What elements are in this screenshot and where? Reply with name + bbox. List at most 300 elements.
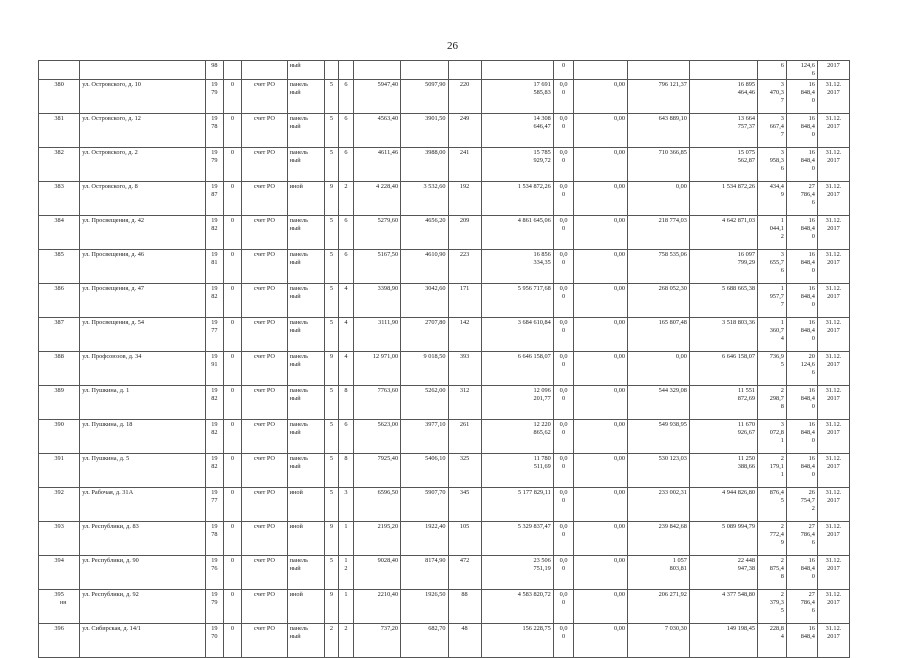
table-cell: 5	[324, 386, 338, 420]
table-cell: 22 448 947,38	[689, 556, 757, 590]
table-cell: 31.12. 2017	[817, 318, 849, 352]
table-cell: 6	[339, 216, 353, 250]
table-cell: 0,00	[574, 284, 628, 318]
table-cell: счет РО	[242, 216, 287, 250]
table-cell: 5	[324, 284, 338, 318]
table-cell: 3111,90	[353, 318, 400, 352]
housing-table	[38, 60, 850, 658]
table-cell: 0,0 0	[553, 556, 574, 590]
table-cell: иной	[287, 182, 324, 216]
table-cell: 380	[39, 80, 80, 114]
table-cell: 12 971,00	[353, 352, 400, 386]
table-cell: 0,0 0	[553, 352, 574, 386]
table-row	[39, 250, 850, 284]
table-row	[39, 80, 850, 114]
table-cell: 5623,00	[353, 420, 400, 454]
table-cell: 5907,70	[401, 488, 448, 522]
table-cell: 0	[223, 624, 242, 658]
table-cell: 12 220 865,62	[481, 420, 553, 454]
table-cell: 4 583 820,72	[481, 590, 553, 624]
table-cell: 0,00	[574, 624, 628, 658]
table-cell: 7763,60	[353, 386, 400, 420]
table-row	[39, 114, 850, 148]
table-cell	[448, 61, 481, 80]
table-cell	[242, 61, 287, 80]
table-cell: 31.12. 2017	[817, 352, 849, 386]
table-cell: 0,0 0	[553, 488, 574, 522]
table-cell: 4 228,40	[353, 182, 400, 216]
table-cell: 1 044,1 2	[758, 216, 787, 250]
table-body	[39, 61, 850, 658]
table-cell: 6	[339, 250, 353, 284]
table-cell: панель ный	[287, 114, 324, 148]
table-cell: 876,4 5	[758, 488, 787, 522]
table-cell: 6596,50	[353, 488, 400, 522]
table-cell: 3 072,8 1	[758, 420, 787, 454]
table-cell: счет РО	[242, 556, 287, 590]
table-cell: 98	[206, 61, 224, 80]
table-cell: 19 78	[206, 114, 224, 148]
table-cell: 6 646 158,07	[481, 352, 553, 386]
table-cell: 0	[223, 556, 242, 590]
table-cell: 1	[339, 522, 353, 556]
table-cell: 5	[324, 488, 338, 522]
table-cell: 11 780 511,69	[481, 454, 553, 488]
table-cell: 16 848,4 0	[786, 114, 817, 148]
table-row	[39, 624, 850, 658]
table-cell: ул. Пушкина, д. 1	[80, 386, 206, 420]
table-cell: 0	[223, 80, 242, 114]
table-cell: счет РО	[242, 80, 287, 114]
table-cell: 710 366,85	[628, 148, 690, 182]
table-cell: 3988,00	[401, 148, 448, 182]
table-cell: 389	[39, 386, 80, 420]
table-cell: 11 670 926,67	[689, 420, 757, 454]
table-cell: панель ный	[287, 556, 324, 590]
table-cell: ул. Островского, д. 12	[80, 114, 206, 148]
table-cell: 530 123,03	[628, 454, 690, 488]
table-cell: 0,0 0	[553, 80, 574, 114]
table-cell: 2 298,7 8	[758, 386, 787, 420]
table-cell: 31.12. 2017	[817, 590, 849, 624]
table-cell: ул. Островского, д. 2	[80, 148, 206, 182]
table-cell: 19 82	[206, 386, 224, 420]
table-cell: 0,00	[574, 318, 628, 352]
table-cell: 4 377 548,80	[689, 590, 757, 624]
table-cell: 4611,46	[353, 148, 400, 182]
table-cell: 16 848,4 0	[786, 250, 817, 284]
table-cell: 391	[39, 454, 80, 488]
table-cell: счет РО	[242, 488, 287, 522]
table-cell: 2 772,4 9	[758, 522, 787, 556]
table-cell: 5	[324, 318, 338, 352]
table-cell: 268 052,30	[628, 284, 690, 318]
table-cell: 0,00	[628, 352, 690, 386]
table-cell: 218 774,03	[628, 216, 690, 250]
table-cell: 0,0 0	[553, 284, 574, 318]
table-cell: 31.12. 2017	[817, 182, 849, 216]
table-cell: 31.12. 2017	[817, 114, 849, 148]
table-cell: 220	[448, 80, 481, 114]
table-cell: 16 848,4	[786, 624, 817, 658]
table-cell: 0,00	[574, 80, 628, 114]
table-cell: 7 030,30	[628, 624, 690, 658]
table-cell: 27 786,4 6	[786, 522, 817, 556]
table-cell: 8	[339, 454, 353, 488]
table-cell: 0,0 0	[553, 454, 574, 488]
table-cell: ул. Профсоюзов, д. 34	[80, 352, 206, 386]
table-cell: 9	[324, 182, 338, 216]
table-cell: 0,0 0	[553, 148, 574, 182]
table-cell: 0	[223, 216, 242, 250]
table-row	[39, 488, 850, 522]
table-cell: ул. Республики, д. 83	[80, 522, 206, 556]
table-cell: 149 198,45	[689, 624, 757, 658]
table-cell: 434,4 9	[758, 182, 787, 216]
table-cell: 396	[39, 624, 80, 658]
table-cell: 0,00	[574, 114, 628, 148]
table-cell: 5	[324, 80, 338, 114]
table-cell: 12 096 201,77	[481, 386, 553, 420]
table-cell: ул. Просвещения, д. 46	[80, 250, 206, 284]
table-cell: 31.12. 2017	[817, 148, 849, 182]
table-cell: 6	[339, 80, 353, 114]
table-cell: 737,20	[353, 624, 400, 658]
table-cell: 2 179,1 1	[758, 454, 787, 488]
table-cell: иной	[287, 590, 324, 624]
table-cell	[401, 61, 448, 80]
table-cell: 390	[39, 420, 80, 454]
table-cell: 682,70	[401, 624, 448, 658]
table-cell: 0,0 0	[553, 624, 574, 658]
table-cell: 2	[339, 182, 353, 216]
table-cell	[80, 61, 206, 80]
table-cell: 2195,20	[353, 522, 400, 556]
table-cell	[628, 61, 690, 80]
table-cell: 239 842,68	[628, 522, 690, 556]
table-cell: ул. Просвещения, д. 42	[80, 216, 206, 250]
table-cell: счет РО	[242, 182, 287, 216]
table-cell: 0	[223, 148, 242, 182]
table-cell: 171	[448, 284, 481, 318]
table-cell: 9	[324, 352, 338, 386]
table-cell: панель ный	[287, 250, 324, 284]
table-cell: 5 089 994,79	[689, 522, 757, 556]
table-cell: 5 177 829,11	[481, 488, 553, 522]
table-cell: 0,00	[574, 454, 628, 488]
table-cell: ул. Республики, д. 90	[80, 556, 206, 590]
table-cell: 19 82	[206, 420, 224, 454]
table-cell: счет РО	[242, 590, 287, 624]
table-cell: панель ный	[287, 148, 324, 182]
table-cell: 31.12. 2017	[817, 216, 849, 250]
table-cell: 9 018,50	[401, 352, 448, 386]
table-cell: счет РО	[242, 624, 287, 658]
table-cell: 312	[448, 386, 481, 420]
table-row	[39, 318, 850, 352]
table-cell: 3977,10	[401, 420, 448, 454]
table-cell: 393	[39, 522, 80, 556]
table-row	[39, 556, 850, 590]
table-row	[39, 216, 850, 250]
table-cell: 2210,40	[353, 590, 400, 624]
table-cell: 1926,50	[401, 590, 448, 624]
table-cell	[689, 61, 757, 80]
table-cell: 1 360,7 4	[758, 318, 787, 352]
table-cell: 31.12. 2017	[817, 624, 849, 658]
table-cell: 5 329 837,47	[481, 522, 553, 556]
table-cell: 3 958,3 6	[758, 148, 787, 182]
table-row	[39, 284, 850, 318]
table-cell: 643 889,10	[628, 114, 690, 148]
table-cell: 0	[223, 386, 242, 420]
table-cell: 233 002,31	[628, 488, 690, 522]
table-cell: 3398,90	[353, 284, 400, 318]
table-cell: 5	[324, 250, 338, 284]
table-cell: 16 848,4 0	[786, 454, 817, 488]
table-cell: 5	[324, 114, 338, 148]
table-cell: 31.12. 2017	[817, 556, 849, 590]
table-cell: 385	[39, 250, 80, 284]
table-cell: 2707,80	[401, 318, 448, 352]
table-cell: 382	[39, 148, 80, 182]
table-cell: 19 77	[206, 488, 224, 522]
table-cell: 6	[339, 114, 353, 148]
table-cell: 0,0 0	[553, 386, 574, 420]
table-cell: 5947,40	[353, 80, 400, 114]
table-cell: 228,8 4	[758, 624, 787, 658]
table-cell: ный	[287, 61, 324, 80]
table-cell: 11 551 872,69	[689, 386, 757, 420]
table-cell: 223	[448, 250, 481, 284]
table-cell: панель ный	[287, 420, 324, 454]
footer-mark: нн	[60, 600, 67, 606]
table-cell: 381	[39, 114, 80, 148]
table-cell: 16 097 799,29	[689, 250, 757, 284]
table-cell: 3 684 610,84	[481, 318, 553, 352]
table-cell: 20 124,6 6	[786, 352, 817, 386]
table-cell: 9	[324, 590, 338, 624]
table-row	[39, 182, 850, 216]
table-row-continued	[39, 61, 850, 80]
table-cell: 209	[448, 216, 481, 250]
table-cell: 16 848,4 0	[786, 216, 817, 250]
table-cell: 19 78	[206, 522, 224, 556]
table-cell: 5 956 717,68	[481, 284, 553, 318]
table-cell: 5	[324, 420, 338, 454]
table-cell: 6	[339, 148, 353, 182]
table-cell: 11 250 388,66	[689, 454, 757, 488]
table-cell: 16 848,4 0	[786, 284, 817, 318]
table-cell: ул. Республики, д. 92	[80, 590, 206, 624]
table-cell: 27 786,4 6	[786, 182, 817, 216]
table-cell: 3901,50	[401, 114, 448, 148]
table-cell: 549 938,95	[628, 420, 690, 454]
table-cell: 16 856 334,35	[481, 250, 553, 284]
table-cell: 0	[223, 318, 242, 352]
table-cell: 736,9 5	[758, 352, 787, 386]
table-cell: 0,00	[574, 590, 628, 624]
table-cell: 4	[339, 352, 353, 386]
table-cell: 8	[339, 386, 353, 420]
table-cell: 0	[553, 61, 574, 80]
table-cell: 758 535,06	[628, 250, 690, 284]
table-cell: 6	[758, 61, 787, 80]
table-cell: 31.12. 2017	[817, 488, 849, 522]
table-cell: 16 848,4 0	[786, 80, 817, 114]
table-cell: 31.12. 2017	[817, 386, 849, 420]
table-cell: 16 848,4 0	[786, 556, 817, 590]
table-cell: 5167,50	[353, 250, 400, 284]
table-cell: 15 075 562,87	[689, 148, 757, 182]
table-cell: иной	[287, 522, 324, 556]
table-cell: ул. Островского, д. 8	[80, 182, 206, 216]
table-cell: 0,00	[574, 488, 628, 522]
table-cell: 0,00	[574, 148, 628, 182]
table-cell	[223, 61, 242, 80]
table-cell: 4	[339, 284, 353, 318]
table-cell: 15 785 929,72	[481, 148, 553, 182]
table-cell: 384	[39, 216, 80, 250]
table-cell: 2	[324, 624, 338, 658]
table-cell: 3 518 803,36	[689, 318, 757, 352]
table-cell: 0,0 0	[553, 420, 574, 454]
table-cell: 1 057 803,81	[628, 556, 690, 590]
table-cell: 19 77	[206, 318, 224, 352]
table-cell: 0,0 0	[553, 216, 574, 250]
table-cell: 9028,40	[353, 556, 400, 590]
table-cell: счет РО	[242, 386, 287, 420]
table-cell: 31.12. 2017	[817, 522, 849, 556]
table-cell: 16 848,4 0	[786, 148, 817, 182]
table-cell: 19 70	[206, 624, 224, 658]
table-cell: 19 76	[206, 556, 224, 590]
table-cell: 5279,60	[353, 216, 400, 250]
table-cell: 48	[448, 624, 481, 658]
table-cell: 23 506 751,19	[481, 556, 553, 590]
table-cell: 192	[448, 182, 481, 216]
table-cell: 0,00	[574, 352, 628, 386]
table-cell: счет РО	[242, 420, 287, 454]
table-cell: 1	[339, 590, 353, 624]
table-cell: 2017	[817, 61, 849, 80]
table-cell: 395	[39, 590, 80, 624]
table-cell: 3 655,7 6	[758, 250, 787, 284]
table-cell: панель ный	[287, 216, 324, 250]
table-cell: ул. Просвещения, д. 54	[80, 318, 206, 352]
table-cell: 165 807,48	[628, 318, 690, 352]
table-cell: 16 848,4 0	[786, 386, 817, 420]
table-cell: 4563,40	[353, 114, 400, 148]
table-cell: 105	[448, 522, 481, 556]
table-cell: 2 875,4 8	[758, 556, 787, 590]
table-cell: 156 228,75	[481, 624, 553, 658]
table-cell: 0	[223, 420, 242, 454]
table-cell: счет РО	[242, 318, 287, 352]
table-cell: 1922,40	[401, 522, 448, 556]
table-cell: 0,00	[574, 250, 628, 284]
table-cell: 7925,40	[353, 454, 400, 488]
table-cell: ул. Пушкина, д. 5	[80, 454, 206, 488]
table-cell: 0	[223, 182, 242, 216]
table-cell: счет РО	[242, 352, 287, 386]
table-cell: 0	[223, 114, 242, 148]
table-cell: 261	[448, 420, 481, 454]
table-cell: 5097,90	[401, 80, 448, 114]
table-cell: 4	[339, 318, 353, 352]
table-cell: 0	[223, 522, 242, 556]
table-cell: 1 2	[339, 556, 353, 590]
page-number: 26	[447, 40, 458, 52]
table-cell: 383	[39, 182, 80, 216]
table-cell: 0	[223, 352, 242, 386]
table-cell	[481, 61, 553, 80]
table-cell: ул. Островского, д. 10	[80, 80, 206, 114]
table-cell: 249	[448, 114, 481, 148]
table-cell: 0	[223, 488, 242, 522]
table-cell: 0,00	[574, 182, 628, 216]
table-cell: ул. Пушкина, д. 18	[80, 420, 206, 454]
table-cell: 387	[39, 318, 80, 352]
table-cell: 2	[339, 624, 353, 658]
table-row	[39, 522, 850, 556]
table-cell: счет РО	[242, 284, 287, 318]
table-cell: 19 82	[206, 216, 224, 250]
table-cell: 31.12. 2017	[817, 284, 849, 318]
table-cell: 0	[223, 590, 242, 624]
table-cell: 16 895 464,46	[689, 80, 757, 114]
table-cell: 0,0 0	[553, 318, 574, 352]
table-cell: 3	[339, 488, 353, 522]
table-cell: 392	[39, 488, 80, 522]
table-row	[39, 148, 850, 182]
table-cell: ул. Рабочая, д. 31А	[80, 488, 206, 522]
table-cell: 393	[448, 352, 481, 386]
table-cell: 19 79	[206, 590, 224, 624]
table-cell: панель ный	[287, 318, 324, 352]
table-cell: 14 308 646,47	[481, 114, 553, 148]
table-cell: 325	[448, 454, 481, 488]
table-cell: 0,0 0	[553, 250, 574, 284]
table-cell: 1 957,7 7	[758, 284, 787, 318]
table-cell: 3 667,4 7	[758, 114, 787, 148]
table-cell: 5406,10	[401, 454, 448, 488]
table-cell: 394	[39, 556, 80, 590]
table-cell	[574, 61, 628, 80]
table-cell: 88	[448, 590, 481, 624]
table-cell: 9	[324, 522, 338, 556]
table-cell	[324, 61, 338, 80]
table-cell: 3 532,60	[401, 182, 448, 216]
table-cell: 6	[339, 420, 353, 454]
table-cell: 27 786,4 6	[786, 590, 817, 624]
table-cell	[353, 61, 400, 80]
table-cell: 31.12. 2017	[817, 80, 849, 114]
table-cell: 5	[324, 454, 338, 488]
table-cell: панель ный	[287, 284, 324, 318]
table-cell: 19 81	[206, 250, 224, 284]
table-cell: счет РО	[242, 114, 287, 148]
table-cell: 6 646 158,07	[689, 352, 757, 386]
table-row	[39, 386, 850, 420]
table-cell: панель ный	[287, 352, 324, 386]
table-cell: 26 754,7 2	[786, 488, 817, 522]
table-cell: 31.12. 2017	[817, 250, 849, 284]
table-cell: 0	[223, 284, 242, 318]
table-cell: панель ный	[287, 454, 324, 488]
table-cell: 31.12. 2017	[817, 454, 849, 488]
table-cell: 0,0 0	[553, 114, 574, 148]
